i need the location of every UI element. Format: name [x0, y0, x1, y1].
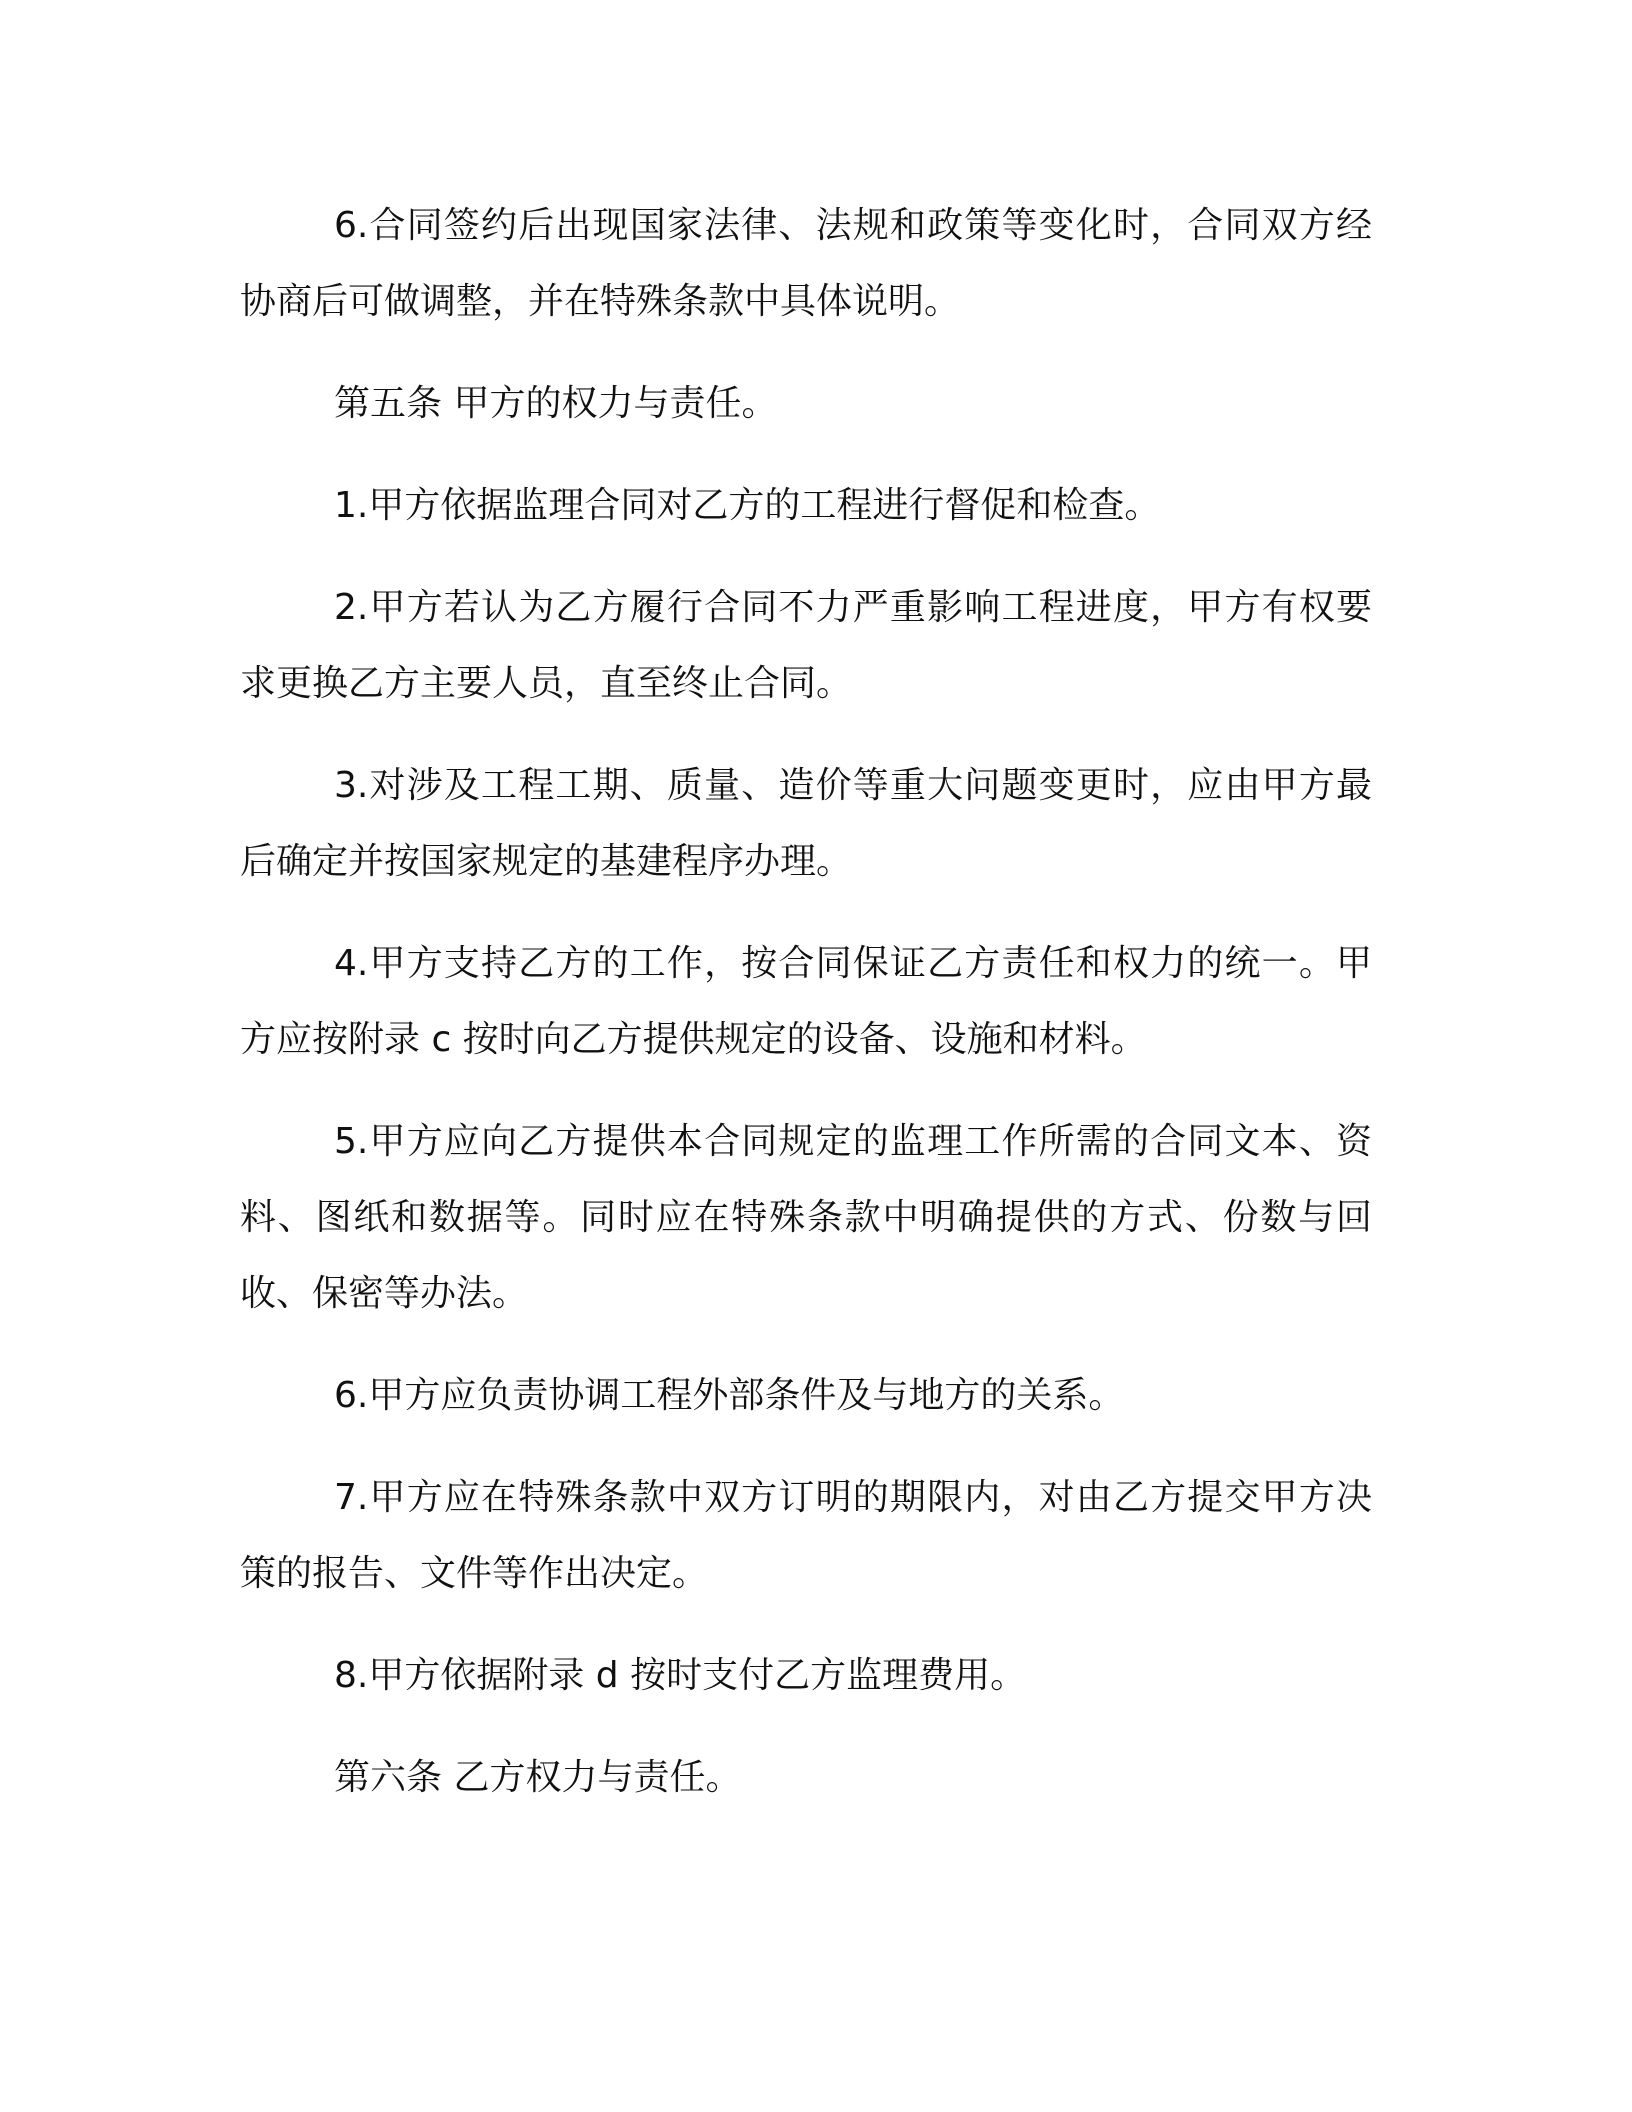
paragraph-clause4-item6: 6.合同签约后出现国家法律、法规和政策等变化时，合同双方经协商后可做调整，并在特殊条款中具体说明。: [240, 205, 1372, 322]
paragraph-article5-item6: 6.甲方应负责协调工程外部条件及与地方的关系。: [334, 1375, 1125, 1416]
paragraph-article5-item7: 7.甲方应在特殊条款中双方订明的期限内，对由乙方提交甲方决策的报告、文件等作出决定。: [240, 1477, 1372, 1594]
paragraph-article5-item4: 4.甲方支持乙方的工作，按合同保证乙方责任和权力的统一。甲方应按附录 c 按时向乙方提供规定的设备、设施和材料。: [240, 943, 1372, 1060]
paragraph-article5-item1: 1.甲方依据监理合同对乙方的工程进行督促和检查。: [334, 485, 1161, 526]
paragraph-article5-item3: 3.对涉及工程工期、质量、造价等重大问题变更时，应由甲方最后确定并按国家规定的基建程序办理。: [240, 765, 1372, 882]
document-body: [240, 188, 1372, 1842]
paragraph-article5-item2: 2.甲方若认为乙方履行合同不力严重影响工程进度，甲方有权要求更换乙方主要人员，直至终止合同。: [240, 587, 1372, 704]
heading-article5: 第五条 甲方的权力与责任。: [334, 383, 778, 424]
paragraph-article5-item5: 5.甲方应向乙方提供本合同规定的监理工作所需的合同文本、资料、图纸和数据等。同时应在特殊条款中明确提供的方式、份数与回收、保密等办法。: [240, 1121, 1372, 1314]
paragraph-article5-item8: 8.甲方依据附录 d 按时支付乙方监理费用。: [334, 1655, 1027, 1696]
heading-article6: 第六条 乙方权力与责任。: [334, 1757, 742, 1798]
